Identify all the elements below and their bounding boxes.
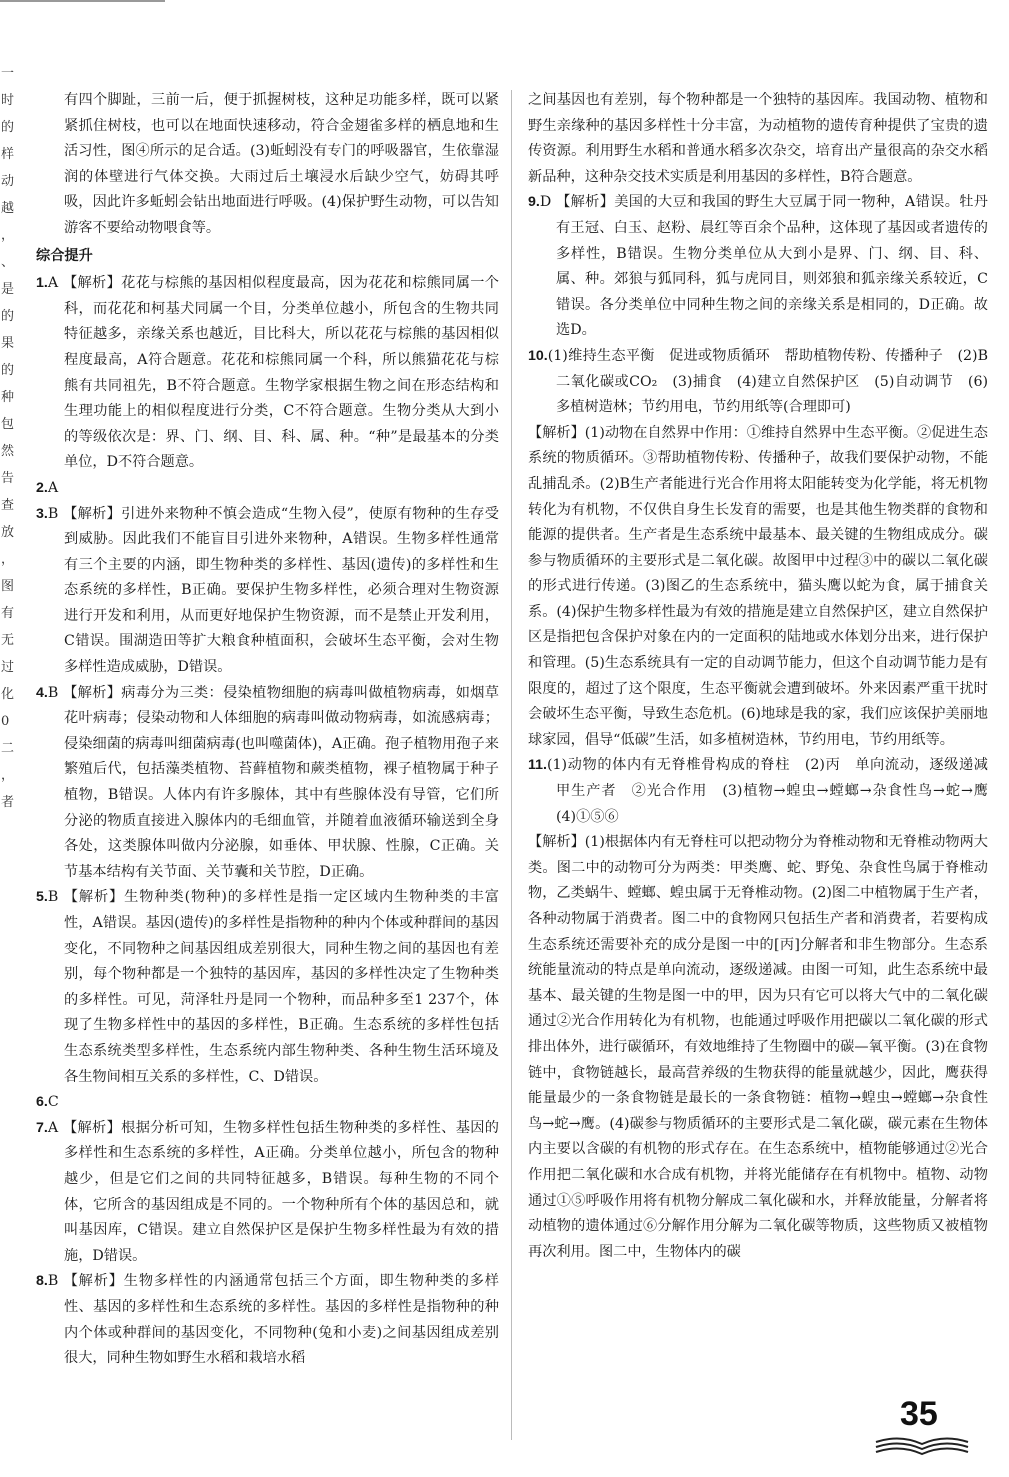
spine-char: 包 xyxy=(1,417,14,432)
spine-char: 的 xyxy=(1,309,14,324)
answer-text: A 【解析】根据分析可知，生物多样性包括生物种类的多样性、基因的多样性和生态系统的多样性，A正确。分类单位越小，所包含的物种越少，但是它们之间的共同特征越多，B错误。每种生物的不同个体，它所含的基因组成是不同的。一个物种所有个体的基因总和，就叫基因库，C错误。建立自然保护区是保护生物多样性最为有效的措施，D错误。 xyxy=(47,1119,499,1264)
answer-text: C xyxy=(47,1094,59,1111)
section-heading: 综合提升 xyxy=(36,247,93,264)
answer-number: 4. xyxy=(36,684,48,701)
spine-char: 是 xyxy=(1,282,14,297)
answer-number: 11. xyxy=(528,757,547,774)
answer-1 xyxy=(36,271,499,476)
answer-number: 5. xyxy=(36,889,48,906)
answer-8-continued: 之间基因也有差别，每个物种都是一个独特的基因库。我国动物、植物和野生亲缘种的基因多样性十分丰富，为动植物的遗传育种提供了宝贵的遗传资源。利用野生水稻和普通水稻多次杂交，培育出产量很高的杂交水稻新品种，这种杂交技术实质是利用基因的多样性，B符合题意。 xyxy=(528,92,988,185)
spine-char: 一 xyxy=(1,66,14,81)
answer-text: A xyxy=(47,479,59,496)
spine-char: 的 xyxy=(1,363,14,378)
answer-text: A 【解析】花花与棕熊的基因相似程度最高，因为花花和棕熊同属一个科，而花花和柯基犬同属一个目，分类单位越小，所包含的生物共同特征越多，亲缘关系也越近，目比科大，所以花花与棕熊的基因相似程度最高，A符合题意。花花和棕熊同属一个科，所以熊猫花花与棕熊有共同祖先，B不符合题意。生物学家根据生物之间在形态结构和生理功能上的相似程度进行分类，C不符合题意。生物分类从大到小的等级依次是：界、门、纲、目、科、属、种。“种”是最基本的分类单位，D不符合题意。 xyxy=(47,275,499,471)
answer-text: (1)维持生态平衡 促进或物质循环 帮助植物传粉、传播种子 (2)B 二氧化碳或CO₂ (3)捕食 (4)建立自然保护区 (5)自动调节 (6)多植树造林；节约用电，节约用纸等(合理即可) xyxy=(547,347,1003,416)
answer-6 xyxy=(36,1090,499,1116)
spine-char: 图 xyxy=(1,579,14,594)
spine-char: 时 xyxy=(1,93,14,108)
answer-11 xyxy=(528,753,1003,830)
answer-number: 10. xyxy=(528,347,548,364)
spine-char: 动 xyxy=(1,174,14,189)
spine-char: 种 xyxy=(1,390,14,405)
answer-2 xyxy=(36,476,499,502)
column-divider xyxy=(511,90,512,1440)
answer-text: (1)动物的体内有无脊椎骨构成的脊柱 (2)丙 单向流动，逐级递减 甲生产者 ②光合作用 (3)植物→蝗虫→螳螂→杂食性鸟→蛇→鹰 (4)①⑤⑥ xyxy=(546,757,1003,825)
answer-number: 8. xyxy=(36,1273,48,1290)
answer-number: 9. xyxy=(528,194,540,211)
answer-8 xyxy=(36,1269,499,1371)
answer-9 xyxy=(528,190,988,344)
spine-char: 二 xyxy=(1,741,14,756)
answer-number: 6. xyxy=(36,1094,48,1111)
spine-char: 0 xyxy=(1,714,10,729)
answer-number: 2. xyxy=(36,479,48,496)
answer-number: 7. xyxy=(36,1119,48,1136)
answer-11-analysis: 【解析】(1)根据体内有无脊柱可以把动物分为脊椎动物和无脊椎动物两大类。图二中的动物可分为两类：甲类鹰、蛇、野兔、杂食性鸟属于脊椎动物，乙类蜗牛、螳螂、蝗虫属于无脊椎动物。(2)图二中植物属于生产者，各种动物属于消费者。图二中的食物网只包括生产者和消费者，若要构成生态系统还需要补充的成分是图一中的[丙]分解者和非生物部分。生态系统能量流动的特点是单向流动，逐级递减。由图一可知，此生态系统中最基本、最关键的生物是图一中的甲，因为只有它可以将大气中的二氧化碳通过②光合作用转化为有机物，也能通过呼吸作用把碳以二氧化碳的形式排出体外，进行碳循环，有效地维持了生物圈中的碳—氧平衡。(3)在食物链中，食物链越长，最高营养级的生物获得的能量就越少，因此，鹰获得能量最少的一条食物链是最长的一条食物链：植物→蝗虫→螳螂→杂食性鸟→蛇→鹰。(4)碳参与物质循环的主要形式是二氧化碳，碳元素在生物体内主要以含碳的有机物的形式存在。在生态系统中，植物能够通过②光合作用把二氧化碳和水合成有机物，并将光能储存在有机物中。植物、动物通过①⑤呼吸作用将有机物分解成二氧化碳和水，并释放能量，分解者将动植物的遗体通过⑥分解作用分解为二氧化碳等物质，这些物质又被植物再次利用。图二中，生物体内的碳 xyxy=(528,834,988,1260)
spine-char: 、 xyxy=(1,255,14,270)
answer-number: 1. xyxy=(36,275,48,292)
answer-10 xyxy=(528,344,1003,421)
page-number: 35 xyxy=(900,1395,938,1433)
spine-char: 告 xyxy=(1,471,14,486)
answer-3 xyxy=(36,502,499,681)
spine-char: 者 xyxy=(1,795,14,810)
spine-char: ， xyxy=(1,552,14,567)
spine-char: 放 xyxy=(1,525,14,540)
right-column xyxy=(528,88,1003,1265)
spine-char: ， xyxy=(1,768,14,783)
intro-paragraph: 有四个脚趾，三前一后，便于抓握树枝，这种足功能多样，既可以紧紧抓住树枝，也可以在地面快速移动，符合金翅雀多样的栖息地和生活习性，图④所示的足合适。(3)蚯蚓没有专门的呼吸器官，生依靠湿润的体壁进行气体交换。大雨过后土壤浸水后缺少空气，妨碍其呼吸，因此许多蚯蚓会钻出地面进行呼吸。(4)保护野生动物，可以告知游客不要给动物喂食等。 xyxy=(64,92,499,236)
book-ornament-icon xyxy=(872,1432,972,1456)
answer-text: B 【解析】生物种类(物种)的多样性是指一定区域内生物种类的丰富性，A错误。基因(遗传)的多样性是指物种的种内个体或种群间的基因变化，不同物种之间基因组成差别很大，同种生物之间的基因也有差别，每个物种都是一个独特的基因库，基因的多样性决定了生物种类的多样性。可见，菏泽牡丹是同一个物种，而品种多至1 237个，体现了生物多样性中的基因的多样性，B正确。生态系统的多样性包括生态系统类型多样性，生态系统内部生物种类、各种生物生活环境及各生物间相互关系的多样性，C、D错误。 xyxy=(47,889,499,1085)
spine-char: 果 xyxy=(1,336,14,351)
top-rule xyxy=(0,0,165,2)
answer-number: 3. xyxy=(36,505,48,522)
answer-10-analysis: 【解析】(1)动物在自然界中作用：①维持自然界中生态平衡。②促进生态系统的物质循环。③帮助植物传粉、传播种子，故我们要保护动物，不能乱捕乱杀。(2)B生产者能进行光合作用将太阳能转变为化学能，将无机物转化为有机物，不仅供自身生长发育的需要，也是其他生物类群的食物和能源的提供者。生产者是生态系统中最基本、最关键的生物组成成分。碳参与物质循环的主要形式是二氧化碳。故图甲中过程③中的碳以二氧化碳的形式进行传递。(3)图乙的生态系统中，猫头鹰以蛇为食，属于捕食关系。(4)保护生物多样性最为有效的措施是建立自然保护区，建立自然保护区是指把包含保护对象在内的一定面积的陆地或水体划分出来，进行保护和管理。(5)生态系统具有一定的自动调节能力，但这个自动调节能力是有限度的，超过了这个限度，生态平衡就会遭到破坏。外来因素严重干扰时会破坏生态平衡，导致生态危机。(6)地球是我的家，我们应该保护美丽地球家园，倡导“低碳”生活，如多植树造林，节约用电，节约用纸等。 xyxy=(528,424,988,748)
left-column xyxy=(36,88,499,1372)
spine-char: 的 xyxy=(1,120,14,135)
spine-char: ， xyxy=(1,228,14,243)
spine-margin-text xyxy=(0,60,14,1080)
spine-char: 过 xyxy=(1,660,14,675)
spine-char: 查 xyxy=(1,498,14,513)
spine-char: 无 xyxy=(1,633,14,648)
answer-5 xyxy=(36,885,499,1090)
answer-text: B 【解析】病毒分为三类：侵染植物细胞的病毒叫做植物病毒，如烟草花叶病毒；侵染动物和人体细胞的病毒叫做动物病毒，如流感病毒；侵染细菌的病毒叫细菌病毒(也叫噬菌体)，A正确。孢子植物用孢子来繁殖后代，包括藻类植物、苔藓植物和蕨类植物，裸子植物属于种子植物，B错误。人体内有许多腺体，其中有些腺体没有导管，它们所分泌的物质直接进入腺体内的毛细血管，并随着血液循环输送到全身各处，这类腺体叫做内分泌腺，如垂体、甲状腺、性腺，C正确。关节基本结构有关节面、关节囊和关节腔，D正确。 xyxy=(47,684,499,880)
answer-7 xyxy=(36,1116,499,1270)
spine-char: 样 xyxy=(1,147,14,162)
spine-char: 越 xyxy=(1,201,14,216)
spine-char: 有 xyxy=(1,606,14,621)
answer-text: B 【解析】引进外来物种不慎会造成“生物入侵”，使原有物种的生存受到威胁。因此我们不能盲目引进外来物种，A错误。生物多样性通常有三个主要的内涵，即生物种类的多样性、基因(遗传)的多样性和生态系统的多样性，B正确。要保护生物多样性，必须合理对生物资源进行开发和利用，从而更好地保护生物资源，而不是禁止开发利用，C错误。围湖造田等扩大粮食种植面积，会破坏生态平衡，会对生物多样性造成威胁，D错误。 xyxy=(47,505,499,676)
answer-4 xyxy=(36,681,499,886)
spine-char: 化 xyxy=(1,687,14,702)
spine-char: 然 xyxy=(1,444,14,459)
answer-text: B 【解析】生物多样性的内涵通常包括三个方面，即生物种类的多样性、基因的多样性和生态系统的多样性。基因的多样性是指物种的种内个体或种群间的基因变化，不同物种(兔和小麦)之间基因组成差别很大，同种生物如野生水稻和栽培水稻 xyxy=(47,1273,499,1367)
answer-text: D 【解析】美国的大豆和我国的野生大豆属于同一物种，A错误。牡丹有王冠、白玉、赵粉、晨红等百余个品种，这体现了基因或者遗传的多样性，B错误。生物分类单位从大到小是界、门、纲、目、科、属、种。郊狼与狐同科，狐与虎同目，则郊狼和狐亲缘关系较近，C错误。各分类单位中同种生物之间的亲缘关系是相同的，D正确。故选D。 xyxy=(539,194,988,339)
